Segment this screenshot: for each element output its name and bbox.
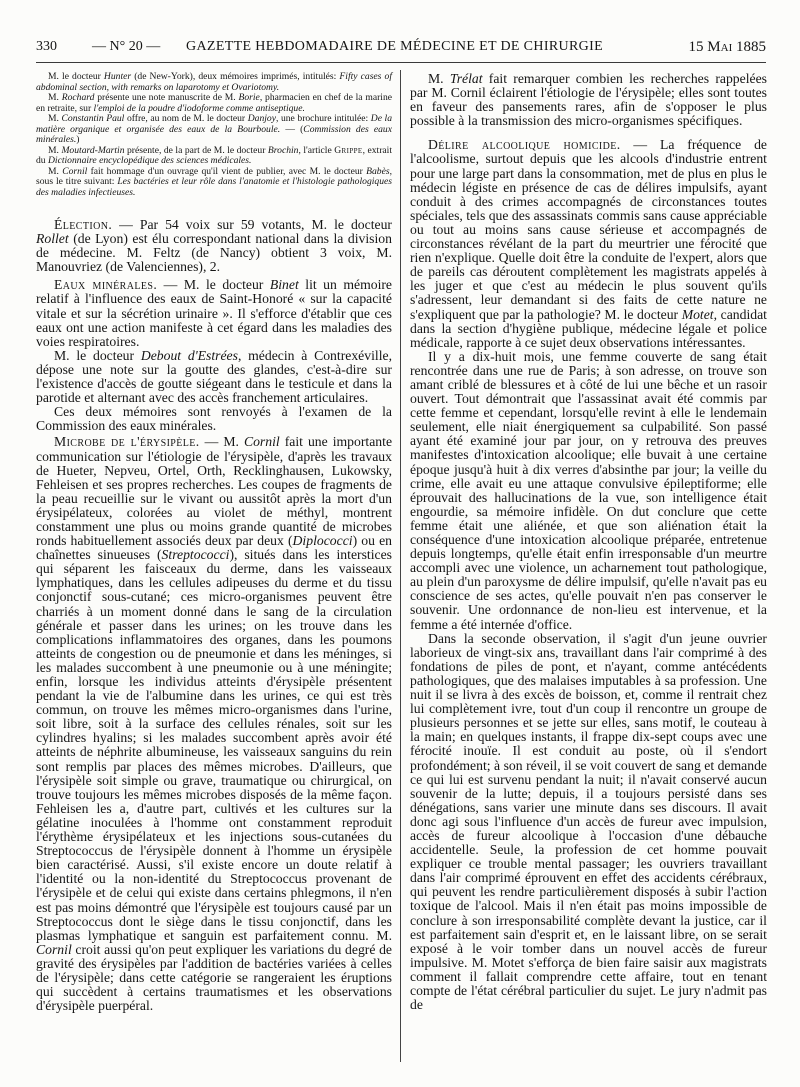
section-heading: Grippe bbox=[334, 144, 363, 156]
body-text: Ces deux mémoires sont renvoyés à l'examen de la Commission des eaux minérales. bbox=[36, 404, 392, 434]
body-text: , extrait du bbox=[36, 144, 393, 166]
body-text: lit un mémoire relatif à l'influence des eaux de Saint-Honoré « sur la capacité vitale et sur la sécrétion urinaire ». Il s'efforce d'établir que ces eaux ont une action manifeste à cet égard dans les maladies des voies respiratoires. bbox=[36, 277, 393, 349]
announcements-list bbox=[36, 72, 392, 198]
right-column bbox=[410, 72, 767, 1012]
article-paragraph bbox=[410, 72, 767, 128]
body-text: présente une note manuscrite de M. bbox=[94, 92, 239, 103]
italic-text: Les bactéries et leur rôle dans l'anatomie et l'histologie pathologiques des maladies infectieuses. bbox=[36, 176, 392, 198]
body-text: M. le docteur bbox=[54, 347, 141, 363]
body-text: fait remarquer combien les recherches rappelées par M. Cornil éclairent l'étiologie de l'érysipèle; elles sont toutes en faveur des pansements rares, afin de s'opposer le plus possible à la transmission des micro-organismes spécifiques. bbox=[410, 71, 767, 129]
body-text: , candidat dans la section d'hygiène publique, médecine légale et police médicale, rapporte à ce sujet deux observations intéressantes. bbox=[410, 306, 767, 350]
italic-text: Cornil bbox=[36, 941, 72, 957]
body-text: — La fréquence de l'alcoolisme, surtout depuis que les alcools d'industrie entrent pour une large part dans la consommation, met de plus en plus le médecin légiste en présence de cas de délires impulsifs, ayant conduit à des crimes accompagnés de circonstances toutes spéciales, tels que des assassinats commis sans cause appréciable ou tout au moins sans cause sérieuse et accompagnés de circonstances révélant de la part du meurtrier une férocité que rien n'explique. Quelle doit être la conduite de l'expert, alors que de pareils cas déroutent complètement les magistrats appelés à les juger et que c'est au médecin le plus souvent qu'ils s'adressent, leur demandant si des faits de cette nature ne s'expliquent que par la pathologie? M. le docteur bbox=[410, 137, 767, 322]
article-paragraph bbox=[36, 278, 392, 348]
body-text: présente, de la part de M. le docteur bbox=[124, 144, 268, 156]
article-paragraph bbox=[410, 632, 767, 1013]
left-column bbox=[36, 72, 392, 1013]
italic-text: De la matière organique et organisée des eaux de la Bourboule. bbox=[36, 113, 393, 135]
body-text: ), situés dans les interstices qui séparent les faisceaux du derme, dans les vaisseaux lymphatiques, dans les cellules adipeuses du derme et du tissu conjonctif sous-cutané; ces micro-organismes peuvent être charriés à un moment donné dans le sang de la circulation générale et passer dans les urines; on les trouve dans les complications inflammatoires des organes, dans les poumons atteints de congestion ou de pneumonie et dans les méninges, si les malades succombent à une pneumonie ou à une méningite; enfin, lorsque les individus atteints d'érysipèle présentent pendant la vie de l'albumine dans les urines, ce qui est très commun, on trouve les mêmes micro-organismes dans l'urine, soit libre, soit à la surface des cellules rénales, soit sur les cylindres hyalins; si les malades succombent après avoir été atteints de néphrite albumineuse, les vaisseaux sanguins du rein sont remplis par places des mêmes microbes. D'ailleurs, que l'érysipèle soit simple ou grave, traumatique ou chirurgical, on trouve toujours les mêmes microbes disposés de la même façon. Fehleisen les a, d'autre part, cultivés et les cultures sur la gélatine inoculées à l'homme ont constamment reproduit l'érythème érysipélateux et les injections sous-cutanées du Streptococcus de l'érysipèle donnent à l'homme un érysipèle bien caractérisé. Aussi, s'il existe encore un doute relatif à l'identité ou la non-identité du Streptococcus provenant de l'érysipèle et de celui qui existe dans certains phlegmons, il n'en est pas moins démontré que l'érysipèle est toujours causé par un Streptococcus dont le siège dans le tissu conjonctif, dans les plasmas lymphatique et sanguin est parfaitement connu. M. bbox=[36, 547, 392, 943]
body-text: fait une importante communication sur l'étiologie de l'érysipèle, d'après les travaux de Hueter, Nepveu, Ortel, Orth, Recklinghausen, Lukowsky, Fehleisen et ses propres recherches. Les coupes de fragments de la peau recueillie sur le vivant ou aussitôt après la mort d'un érysipélateux, colorées au violet de méthyl, montrent constamment une plus ou moins grande quantité de microbes ronds habituellement associés deux par deux ( bbox=[36, 434, 393, 549]
section-heading: Eaux minérales. bbox=[54, 277, 158, 293]
body-text: M. bbox=[48, 92, 62, 103]
article-paragraph bbox=[36, 435, 392, 1013]
body-text: , médecin à Contrexéville, dépose une note sur la goutte des glandes, c'est-à-dire sur l'existence d'accès de goutte siégeant dans le testicule et dans la parotide et alternant avec des accès franchement articulaires. bbox=[36, 347, 393, 406]
italic-text: Debout d'Estrées bbox=[140, 347, 238, 363]
body-text: M. bbox=[48, 113, 62, 124]
body-text: , sous le titre suivant: bbox=[36, 165, 392, 187]
body-text: — M. bbox=[199, 434, 244, 450]
notice-paragraph bbox=[36, 114, 392, 146]
notice-paragraph bbox=[36, 93, 392, 114]
body-text: ) bbox=[76, 134, 80, 145]
body-text: — ( bbox=[280, 123, 304, 135]
italic-text: Binet bbox=[269, 277, 299, 293]
italic-text: Commission des eaux minérales. bbox=[36, 123, 392, 145]
italic-text: Babès bbox=[366, 165, 390, 177]
body-text: , l'article bbox=[298, 144, 335, 156]
italic-text: Diplococci bbox=[292, 533, 353, 549]
body-text: (de New-York), deux mémoires imprimés, intitulés: bbox=[131, 71, 340, 82]
italic-text: Cornil bbox=[62, 165, 88, 177]
column-separator bbox=[400, 70, 401, 1062]
body-text: — Par 54 voix sur 59 votants, M. le docteur bbox=[112, 217, 392, 232]
body-text: M. bbox=[48, 165, 63, 177]
header-rule bbox=[36, 62, 766, 63]
notice-paragraph bbox=[36, 72, 392, 93]
body-text: M. bbox=[48, 144, 62, 156]
section-heading: Microbe de l'érysipèle. bbox=[54, 434, 200, 450]
italic-text: Trélat bbox=[449, 71, 483, 86]
notice-paragraph bbox=[36, 167, 392, 199]
body-text: — M. le docteur bbox=[157, 277, 270, 293]
italic-text: Moutard-Martin bbox=[61, 144, 125, 156]
article-paragraph bbox=[410, 350, 767, 632]
italic-text: Fifty cases of abdominal section, with remarks on laparotomy et Ovariotomy. bbox=[36, 71, 392, 93]
body-text: fait hommage d'un ouvrage qu'il vient de publier, avec M. le docteur bbox=[87, 165, 367, 177]
article-paragraph bbox=[36, 349, 392, 405]
body-text: (de Lyon) est élu correspondant national dans la division de médecine. M. Feltz (de Nancy) obtient 3 voix, M. Manouvriez (de Valenciennes), 2. bbox=[36, 231, 392, 275]
body-text: offre, au nom de M. le docteur bbox=[124, 113, 248, 124]
article-paragraph bbox=[36, 218, 392, 274]
page-number: 330 bbox=[36, 39, 57, 54]
right-articles bbox=[410, 72, 767, 1012]
italic-text: Brochin bbox=[267, 144, 299, 156]
italic-text: Dictionnaire encyclopédique des sciences médicales. bbox=[48, 155, 252, 166]
notice-paragraph bbox=[36, 146, 392, 167]
page-header bbox=[0, 38, 800, 58]
italic-text: l'emploi de la poudre d'iodoforme comme antiseptique. bbox=[93, 102, 305, 114]
body-text: Dans la seconde observation, il s'agit d'un jeune ouvrier laborieux de vingt-six ans, travaillant dans l'air comprimé à des fondations de piles de pont, et n'ayant, comme antécédents pathologiques, que des malaises imputables à sa profession. Une nuit il se livra à des excès de boisson, et, comme il rentrait chez lui complètement ivre, tout d'un coup il rencontre un groupe de plusieurs personnes et se jette sur elles, sans motif, le couteau à la main; en quelques instants, il frappe dix-sept coups avec une férocité inouïe. Il est conduit au poste, où il s'endort profondément; à son réveil, il se voit couvert de sang et demande ce qui lui est survenu pendant la nuit; il n'avait conservé aucun souvenir de la lutte; depuis, il a toujours persisté dans ses dénégations, sans varier une minute dans ses discours. Il avait donc agi sous l'influence d'un accès de fureur avec impulsion, accès de fureur alcoolique à l'occasion d'une débauche accidentelle. Seule, la profession de cet homme pouvait expliquer ce trouble mental passager; les ouvriers travaillant dans l'air comprimé éprouvent en effet des accidents cérébraux, qui peuvent les rendre particulièrement disposés à subir l'action toxique de l'alcool. Mais il n'en était pas moins impossible de conclure à son irresponsabilité complète devant la justice, car il est parfaitement sain d'esprit et, en le laissant libre, on se serait exposé à le voir tomber dans un nouvel accès de fureur impulsive. M. Motet s'efforça de bien faire saisir aux magistrats comment il fallait comprendre cette affaire, tout en tenant compte de l'état cérébral particulier du sujet. Le jury n'admit pas de bbox=[410, 630, 767, 1013]
italic-text: Hunter bbox=[103, 71, 132, 82]
body-text: croit aussi qu'on peut expliquer les variations du degré de gravité des érysipèles par l'addition de bactéries variées à celles de l'érysipèle; dans cette catégorie se rangeraient les éruptions qui succèdent à certains traumatismes et les observations d'érysipèle puerpéral. bbox=[36, 941, 392, 1014]
issue-date: 15 Mai 1885 bbox=[688, 39, 766, 55]
italic-text: Cornil bbox=[243, 434, 280, 450]
article-paragraph bbox=[36, 405, 392, 433]
italic-text: Borie bbox=[238, 92, 260, 103]
issue-number: — N° 20 — bbox=[92, 39, 161, 54]
left-articles bbox=[36, 218, 392, 1013]
italic-text: Constantin Paul bbox=[61, 113, 125, 124]
italic-text: Rochard bbox=[61, 92, 95, 103]
italic-text: Streptococci bbox=[161, 547, 230, 563]
body-text: , une brochure intitulée: bbox=[275, 113, 371, 124]
italic-text: Danjoy bbox=[247, 113, 276, 124]
body-text: , pharmacien en chef de la marine en retraite, sur bbox=[36, 92, 392, 114]
body-text: M. le docteur bbox=[48, 71, 104, 82]
body-text: Il y a dix-huit mois, une femme couverte de sang était rencontrée dans une rue de Paris; à son adresse, on trouve son amant criblé de blessures et à côté de lui une bêche et un rasoir ouvert. Tout démontrait que l'assassinat avait été commis par cette femme et cependant, lorsqu'elle revint à elle le lendemain seulement, elle niait énergiquement sa culpabilité. Son passé ayant été examiné jour par jour, on y retrouva des preuves manifestes d'intoxication alcoolique; elle buvait à une certaine époque jusqu'à huit à dix verres d'absinthe par jour; la veille du crime, elle avait eu une attaque convulsive épileptiforme; elle éprouvait des hallucinations de la vue, son intelligence était engourdie, sa mémoire infidèle. On dut conclure que cette femme était une aliénée, et que son aliénation était la conséquence d'une intoxication alcoolique préparée, entretenue depuis longtemps, qu'elle était enfin irresponsable d'un meurtre accompli avec une violence, un acharnement tout pathologique, au plein d'un paroxysme de délire impulsif, qu'elle n'avait pas eu conscience de ses actes, qu'elle pouvait n'en pas conserver le souvenir. Une ordonnance de non-lieu est intervenue, et la femme a été internée d'office. bbox=[410, 348, 767, 632]
body-text: ) ou en chaînettes sinueuses ( bbox=[36, 533, 393, 563]
article-paragraph bbox=[410, 138, 767, 349]
italic-text: Rollet bbox=[36, 231, 69, 247]
section-heading: Élection. bbox=[54, 217, 113, 232]
italic-text: Motet bbox=[681, 306, 714, 322]
section-heading: Délire alcoolique homicide. bbox=[428, 137, 621, 153]
journal-title: GAZETTE HEBDOMADAIRE DE MÉDECINE ET DE CHIRURGIE bbox=[186, 39, 604, 54]
body-text: M. bbox=[428, 71, 450, 86]
